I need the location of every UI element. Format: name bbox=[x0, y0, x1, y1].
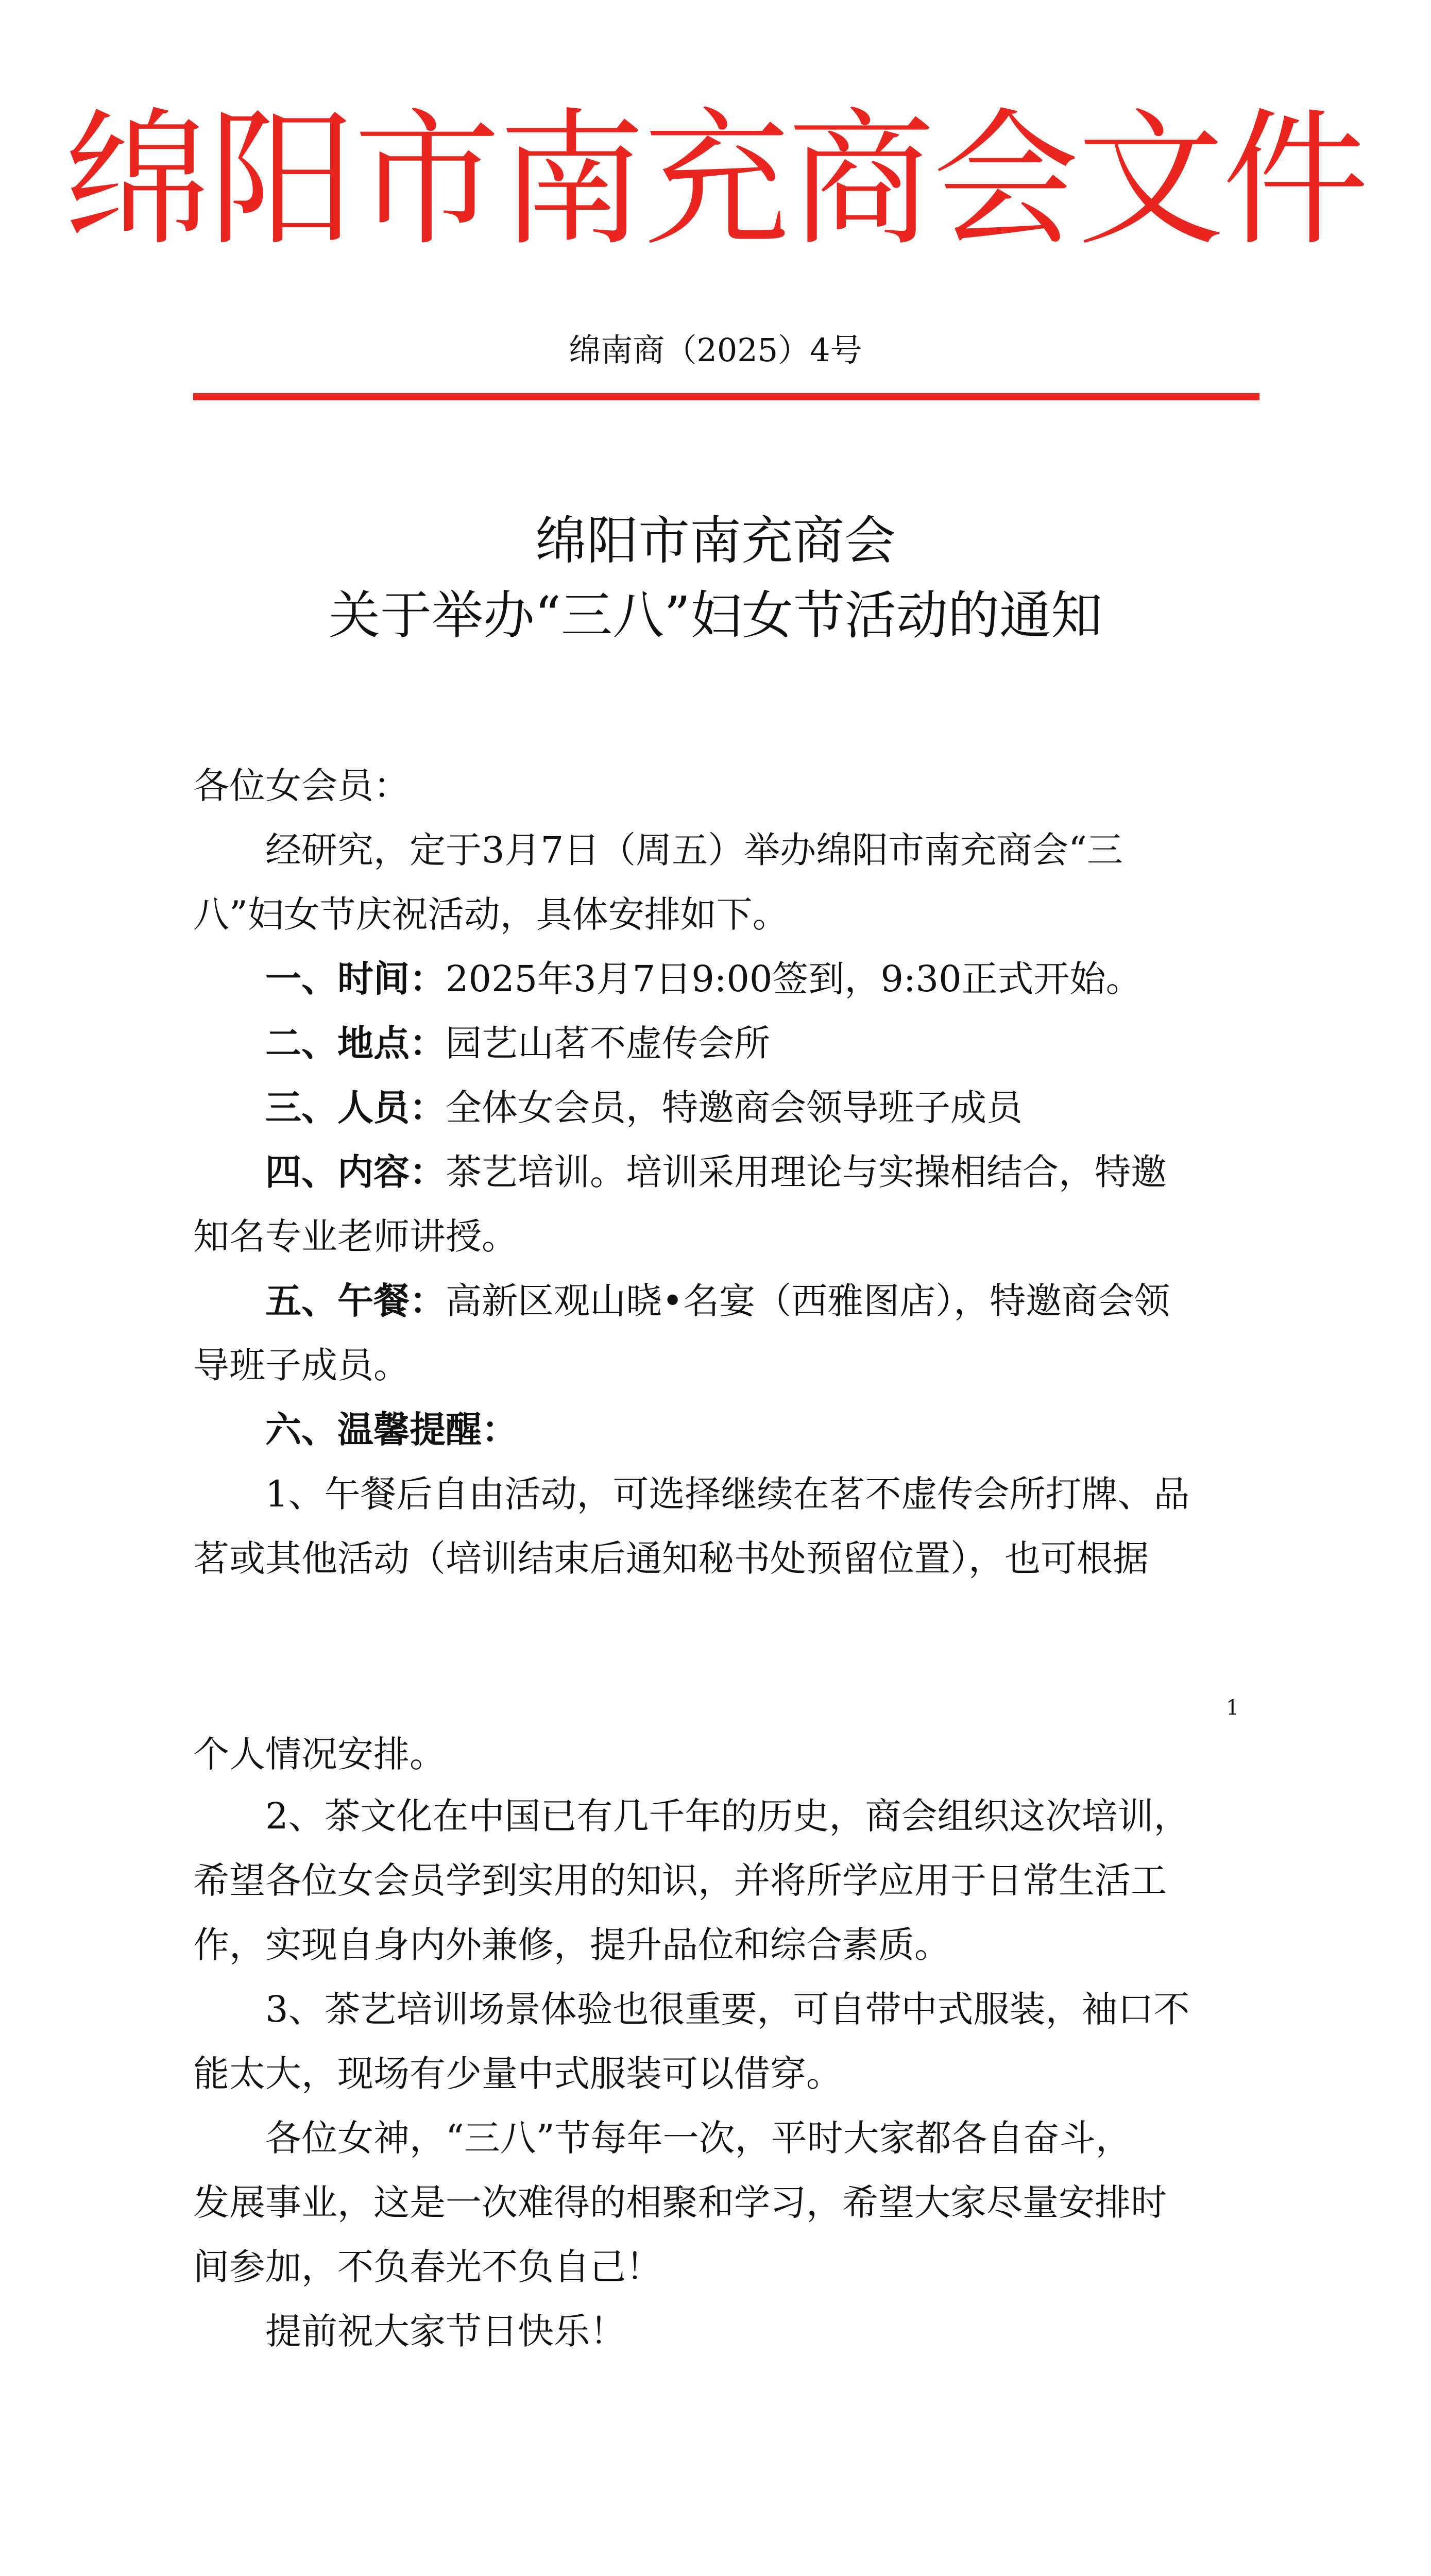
item-lunch-value-line-1: 高新区观山晓•名宴（西雅图店），特邀商会领 bbox=[446, 1280, 1170, 1322]
tip3-line-1: 3、茶艺培训场景体验也很重要，可自带中式服装，袖口不 bbox=[265, 1988, 1190, 2030]
item-people-label: 三、人员： bbox=[265, 1086, 446, 1129]
item-place bbox=[265, 1020, 770, 1066]
document-number: 绵南商（2025）4号 bbox=[569, 331, 862, 369]
item-tips-label: 六、温馨提醒： bbox=[265, 1408, 518, 1451]
item-people-value: 全体女会员，特邀商会领导班子成员 bbox=[446, 1087, 1023, 1129]
salutation: 各位女会员： bbox=[193, 765, 410, 807]
item-content-value-line-1: 茶艺培训。培训采用理论与实操相结合，特邀 bbox=[446, 1151, 1167, 1193]
item-time bbox=[265, 956, 1142, 1002]
page-number-1: 1 bbox=[1226, 1696, 1239, 1720]
intro-line-2: 八”妇女节庆祝活动，具体安排如下。 bbox=[193, 893, 789, 936]
document-header-title: 绵阳市南充商会文件 bbox=[64, 95, 1367, 266]
notice-title-line1: 绵阳市南充商会 bbox=[535, 511, 896, 571]
tip1-line-1: 1、午餐后自由活动，可选择继续在茗不虚传会所打牌、品 bbox=[265, 1473, 1190, 1515]
item-lunch-value-line-2: 导班子成员。 bbox=[193, 1344, 410, 1386]
tip1-line-3: 个人情况安排。 bbox=[193, 1733, 446, 1775]
closing-wish: 提前祝大家节日快乐！ bbox=[265, 2310, 626, 2352]
header-red-divider bbox=[193, 393, 1259, 400]
item-lunch bbox=[265, 1278, 1170, 1324]
item-place-label: 二、地点： bbox=[265, 1022, 446, 1064]
item-content-value-line-2: 知名专业老师讲授。 bbox=[193, 1215, 518, 1258]
tip2-line-2: 希望各位女会员学到实用的知识，并将所学应用于日常生活工 bbox=[193, 1859, 1167, 1902]
item-content-label: 四、内容： bbox=[265, 1150, 446, 1193]
item-content bbox=[265, 1149, 1167, 1195]
notice-title-line2: 关于举办“三八”妇女节活动的通知 bbox=[328, 585, 1103, 646]
item-people bbox=[265, 1084, 1023, 1131]
tip3-line-2: 能太大，现场有少量中式服装可以借穿。 bbox=[193, 2053, 842, 2095]
tip2-line-1: 2、茶文化在中国已有几千年的历史，商会组织这次培训， bbox=[265, 1795, 1190, 1837]
item-lunch-label: 五、午餐： bbox=[265, 1279, 446, 1322]
tip2-line-3: 作，实现自身内外兼修，提升品位和综合素质。 bbox=[193, 1924, 950, 1966]
closing-line-2: 发展事业，这是一次难得的相聚和学习，希望大家尽量安排时 bbox=[193, 2181, 1167, 2224]
item-time-label: 一、时间： bbox=[265, 957, 446, 1000]
tip1-line-2: 茗或其他活动（培训结束后通知秘书处预留位置），也可根据 bbox=[193, 1537, 1149, 1580]
closing-line-3: 间参加，不负春光不负自己！ bbox=[193, 2246, 662, 2288]
item-time-value: 2025年3月7日9:00签到，9:30正式开始。 bbox=[446, 958, 1142, 1000]
intro-line-1: 经研究，定于3月7日（周五）举办绵阳市南充商会“三 bbox=[265, 829, 1123, 871]
closing-line-1: 各位女神，“三八”节每年一次，平时大家都各自奋斗， bbox=[265, 2117, 1132, 2159]
item-place-value: 园艺山茗不虚传会所 bbox=[446, 1022, 770, 1064]
